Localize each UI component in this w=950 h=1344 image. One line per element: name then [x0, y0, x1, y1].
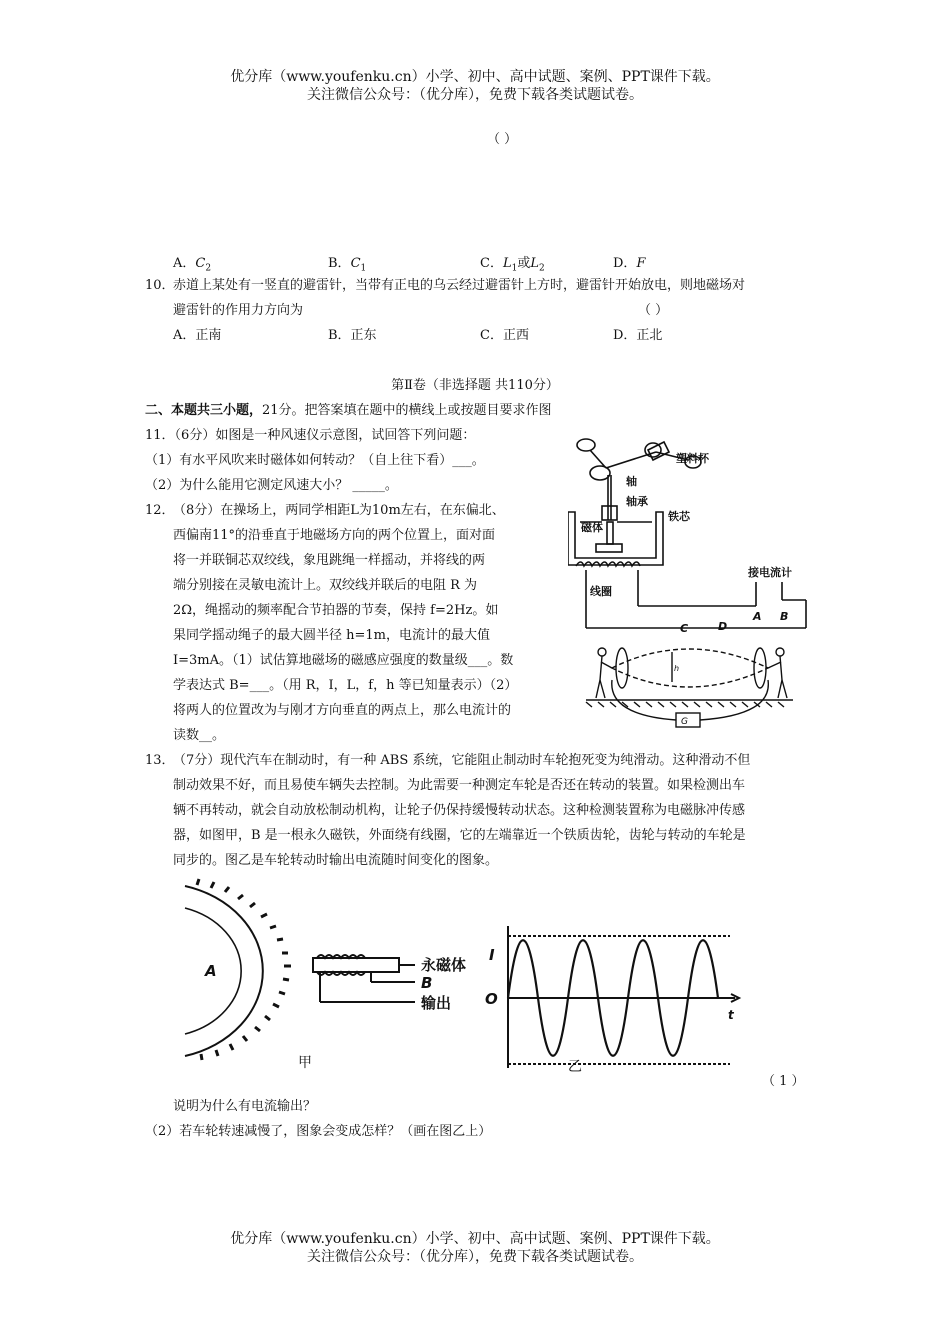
header-line-2: 关注微信公众号：（优分库），免费下载各类试题试卷。	[307, 87, 643, 103]
q13-part1-number: （ 1 ）	[762, 1074, 805, 1089]
fig12-label-c: C	[680, 622, 689, 635]
q13-line: （7分）现代汽车在制动时，有一种 ABS 系统，它能阻止制动时车轮抱死变为纯滑动。这种滑动不但	[173, 753, 751, 768]
q10-line-1: 赤道上某处有一竖直的避雷针，当带有正电的乌云经过避雷针上方时，避雷针开始放电，则地磁场对	[173, 278, 746, 293]
q10-option-d: D．正北	[613, 328, 663, 343]
q9-option-a: A．$C_2$	[173, 256, 212, 274]
q11-line-2: （1）有水平风吹来时磁体如何转动？（自上往下看）___。	[145, 453, 485, 468]
fig12-label-meter: 接电流计	[748, 566, 792, 579]
fig12-label-bearing: 轴承	[626, 495, 648, 508]
q12-line: 将两人的位置改为与刚才方向垂直的两点上，那么电流计的	[173, 703, 512, 718]
q13-line: 辆不再转动，就会自动放松制动机构，让轮子仍保持缓慢转动状态。这种检测装置称为电磁脉冲传感	[173, 803, 746, 818]
section-heading: 二、本题共三小题，21分。把答案填在题中的横线上或按题目要求作图	[145, 403, 552, 418]
q13-part1-text: 说明为什么有电流输出？	[173, 1099, 317, 1114]
fig13-label-output: 输出	[421, 994, 452, 1012]
fig12-label-magnet: 磁体	[581, 521, 603, 534]
fig13-caption-left: 甲	[298, 1055, 312, 1071]
q13-part2-text: （2）若车轮转速减慢了，图象会变成怎样？（画在图乙上）	[145, 1124, 492, 1139]
q12-line: 西偏南11°的沿垂直于地磁场方向的两个位置上，面对面	[173, 528, 496, 543]
fig13-label-i: I	[489, 946, 495, 964]
q12-line: 读数__。	[173, 728, 226, 743]
footer-line-2: 关注微信公众号：（优分库），免费下载各类试题试卷。	[307, 1249, 643, 1265]
q12-line: （8分）在操场上，两同学相距L为10m左右，在东偏北、	[173, 503, 505, 518]
fig12-label-b: B	[780, 610, 789, 623]
q13-line: 器，如图甲，B 是一根永久磁铁，外面绕有线圈，它的左端靠近一个铁质齿轮，齿轮与转动的车轮是	[173, 828, 746, 843]
fig12-label-g: G	[681, 717, 688, 727]
q10-option-a: A．正南	[173, 328, 222, 343]
section-title: 第Ⅱ卷（非选择题 共110分）	[391, 378, 559, 393]
fig12-label-h: h	[674, 664, 680, 673]
anemometer-figure	[568, 430, 813, 735]
fig12-label-coil: 线圈	[590, 585, 612, 598]
q11-line-1: 11．（6分）如图是一种风速仪示意图，试回答下列问题：	[145, 428, 476, 443]
q10-option-b: B．正东	[328, 328, 377, 343]
q10-answer-paren: （ ）	[638, 303, 669, 318]
q12-number: 12．	[145, 503, 175, 518]
q9-options	[0, 252, 950, 274]
q13-body	[173, 748, 750, 873]
q12-body	[173, 498, 573, 748]
q13-line: 同步的。图乙是车轮转动时输出电流随时间变化的图象。	[173, 853, 499, 868]
footer-line-1: 优分库（www.youfenku.cn）小学、初中、高中试题、案例、PPT课件下载。	[230, 1231, 720, 1247]
q11-line-3: （2）为什么能用它测定风速大小？ _____。	[145, 478, 398, 493]
q9-option-c: C．$L_1$或$L_2$	[480, 256, 545, 274]
fig13-label-magnet: 永磁体	[421, 956, 467, 974]
q10-number: 10．	[145, 278, 175, 293]
fig12-label-cup: 塑料杯	[676, 452, 709, 465]
q9-option-b: B．$C_1$	[328, 256, 367, 274]
q9-answer-paren: （ ）	[487, 132, 518, 147]
q12-line: 端分别接在灵敏电流计上。双绞线并联后的电阻 R 为	[173, 578, 478, 593]
q13-number: 13．	[145, 753, 175, 768]
fig13-label-o: O	[485, 990, 498, 1008]
fig12-label-d: D	[718, 620, 728, 633]
fig13-label-t: t	[728, 1008, 734, 1022]
fig12-label-axis: 轴	[626, 475, 637, 488]
q12-line: 学表达式 B=___。（用 R，I，L，f，h 等已知量表示）（2）	[173, 678, 518, 693]
q13-line: 制动效果不好，而且易使车辆失去控制。为此需要一种测定车轮是否还在转动的装置。如果检测出车	[173, 778, 746, 793]
abs-sensor-figure	[175, 876, 745, 1076]
q12-line: 将一并联铜芯双绞线，象甩跳绳一样摇动，并将线的两	[173, 553, 486, 568]
fig13-caption-right: 乙	[568, 1059, 582, 1075]
q10-line-2: 避雷针的作用力方向为	[173, 303, 304, 318]
q10-option-c: C．正西	[480, 328, 529, 343]
fig13-label-a: A	[205, 962, 217, 980]
q12-line: I=3mA。（1）试估算地磁场的磁感应强度的数量级___。数	[173, 653, 514, 668]
fig12-label-core: 铁芯	[668, 510, 690, 523]
q12-line: 2Ω，绳摇动的频率配合节拍器的节奏，保持 f=2Hz。如	[173, 603, 499, 618]
header-line-1: 优分库（www.youfenku.cn）小学、初中、高中试题、案例、PPT课件下载。	[230, 69, 720, 85]
fig12-label-a: A	[753, 610, 762, 623]
q12-line: 果同学摇动绳子的最大圆半径 h=1m，电流计的最大值	[173, 628, 490, 643]
fig13-label-b: B	[421, 974, 433, 992]
q9-option-d: D．F	[613, 256, 646, 271]
